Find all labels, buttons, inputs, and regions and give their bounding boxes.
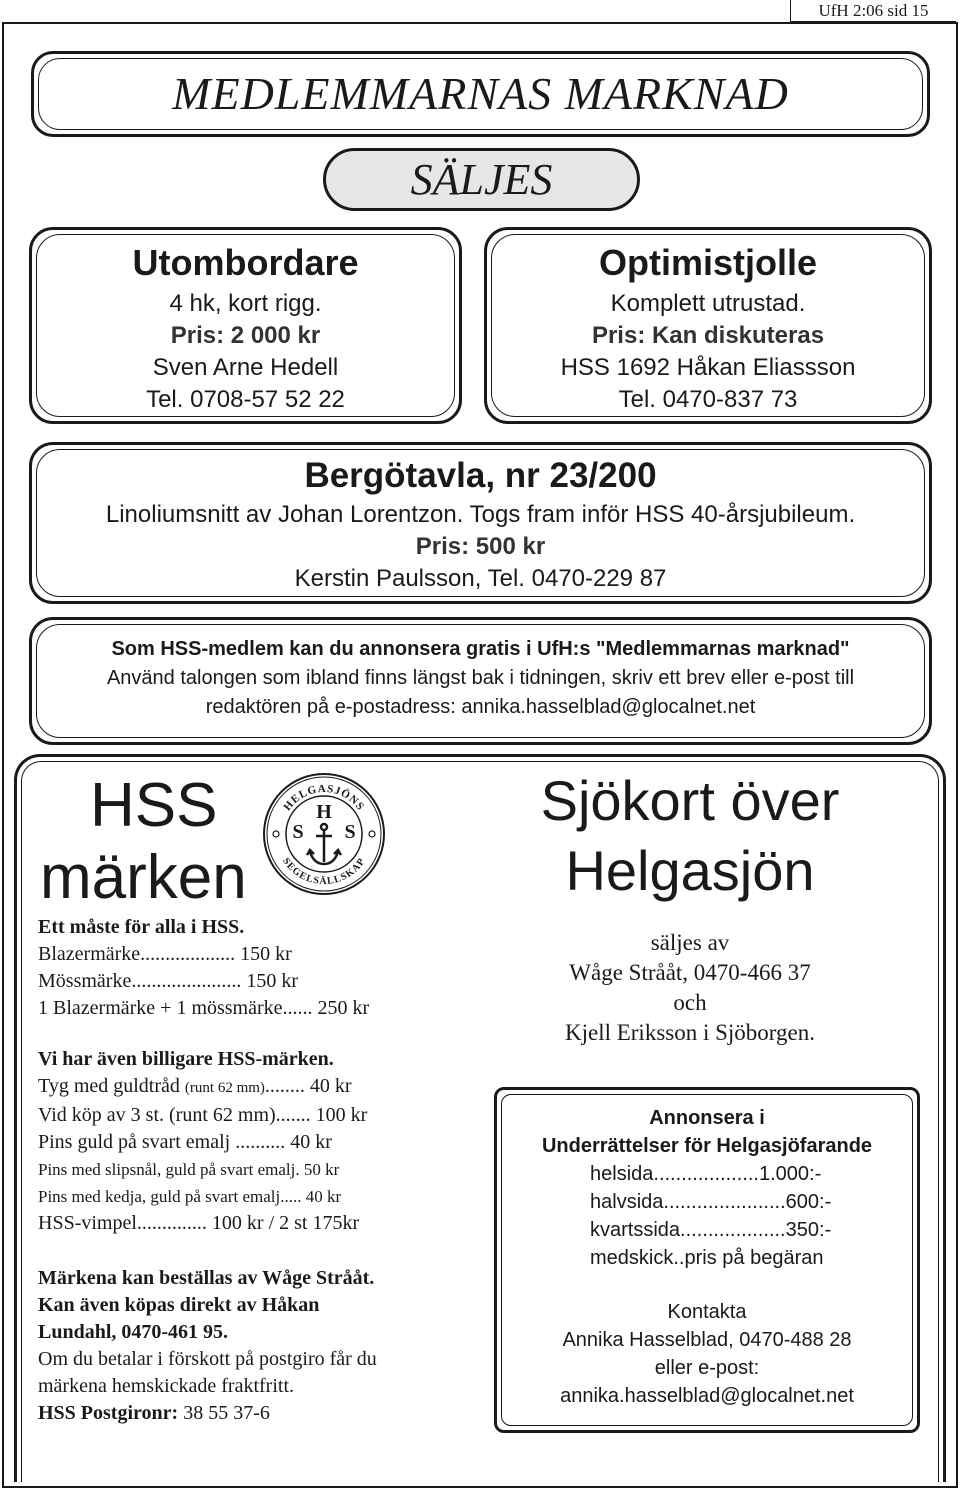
ad-print-price: Pris: 500 kr <box>415 533 546 560</box>
rate-price: 1.000:- <box>758 1163 822 1185</box>
contact-heading: Kontakta <box>667 1301 747 1323</box>
order-line-2: Kan även köpas direkt av Håkan <box>38 1294 320 1316</box>
leader-dots: ................... <box>653 1163 759 1185</box>
badge-item-price: 40 kr <box>301 1187 342 1206</box>
ad-optimist-heading: Optimistjolle <box>598 242 818 283</box>
anchor-icon <box>307 824 341 864</box>
ad-print-seller: Kerstin Paulsson, Tel. 0470-229 87 <box>294 565 667 592</box>
leader-dots: ................... <box>140 943 236 965</box>
ad-outboard-seller: Sven Arne Hedell <box>152 354 339 381</box>
badge-item-name: HSS-vimpel <box>38 1212 137 1234</box>
ad-print <box>29 442 932 604</box>
badge-item-price: 50 kr <box>299 1160 340 1179</box>
cheaper-badges-heading: Vi har även billigare HSS-märken. <box>38 1048 334 1070</box>
emblem-letter-h: H <box>316 801 332 823</box>
leader-dots: ........ <box>264 1075 305 1097</box>
advertise-box-content <box>500 1104 914 1410</box>
rate-row <box>590 1188 914 1216</box>
leader-dots: ...... <box>282 997 313 1019</box>
ad-optimist-price: Pris: Kan diskuteras <box>591 322 825 349</box>
contact-name: Annika Hasselblad, 0470-488 28 <box>562 1329 852 1351</box>
emblem-bottom-text: SEGELSÄLLSKAP <box>280 855 368 888</box>
advertise-rates <box>500 1160 914 1272</box>
badges-title-line1: HSS <box>90 771 218 840</box>
emblem-letter-s-right: S <box>344 821 356 843</box>
badge-price-row <box>38 1210 478 1237</box>
badge-item-price: 150 kr <box>241 970 298 992</box>
page-title: MEDLEMMARNAS MARKNAD <box>172 68 789 119</box>
badge-item-name: 1 Blazermärke + 1 mössmärke <box>38 997 283 1019</box>
badges-intro: Ett måste för alla i HSS. <box>38 916 245 938</box>
badge-item-name: Tyg med guldtråd <box>38 1075 185 1097</box>
rate-label: kvartssida <box>590 1219 681 1241</box>
ad-outboard-heading: Utombordare <box>132 242 359 283</box>
chart-ad-title-line2: Helgasjön <box>565 839 815 902</box>
rate-row <box>590 1160 914 1188</box>
emblem-letter-s-left: S <box>292 821 304 843</box>
badge-item-note: (runt 62 mm) <box>184 1080 265 1096</box>
rate-price: 350:- <box>785 1219 832 1241</box>
badge-price-row <box>38 1102 478 1129</box>
ad-print-description: Linoliumsnitt av Johan Lorentzon. Togs fram inför HSS 40-årsjubileum. <box>105 501 856 528</box>
badge-price-row <box>38 968 478 995</box>
ad-outboard-phone: Tel. 0708-57 52 22 <box>146 386 345 413</box>
ad-print-heading: Bergötavla, nr 23/200 <box>304 456 657 495</box>
chart-ad-line-4: Kjell Eriksson i Sjöborgen. <box>564 1020 815 1045</box>
emblem-top-text: HELGASJÖNS <box>281 782 367 814</box>
badge-item-price: 250 kr <box>312 997 370 1019</box>
ad-outboard-description: 4 hk, kort rigg. <box>169 290 322 317</box>
prepay-line-2: märkena hemskickade fraktfritt. <box>38 1375 294 1397</box>
prepay-line-1: Om du betalar i förskott på postgiro får du <box>38 1348 377 1370</box>
badge-item-name: Pins guld på svart emalj <box>38 1131 236 1153</box>
leader-dots: ................... <box>680 1219 786 1241</box>
chart-ad-details <box>480 928 900 1048</box>
ad-outboard-price: Pris: 2 000 kr <box>170 322 321 349</box>
badge-item-name: Mössmärke <box>38 970 132 992</box>
hss-emblem-icon <box>262 772 386 896</box>
advertise-heading-2: Underrättelser för Helgasjöfarande <box>541 1135 873 1157</box>
badge-item-name: Blazermärke <box>38 943 141 965</box>
rate-row <box>590 1216 914 1244</box>
rate-row <box>590 1244 914 1272</box>
badge-item-price: 40 kr <box>304 1075 352 1097</box>
ad-outboard <box>29 227 462 424</box>
rate-label: medskick <box>590 1247 674 1269</box>
cheaper-price-list <box>38 1073 478 1237</box>
badge-item-name: Vid köp av 3 st. (runt 62 mm) <box>38 1104 276 1126</box>
badges-title <box>40 770 270 914</box>
ad-optimist <box>484 227 932 424</box>
badge-item-name: Pins med slipsnål, guld på svart emalj <box>38 1160 296 1179</box>
leader-dots: .. <box>673 1247 685 1269</box>
chart-ad-title <box>480 766 900 906</box>
badge-price-list <box>38 941 478 1022</box>
badge-item-price: 100 kr <box>310 1104 368 1126</box>
leader-dots: ....... <box>275 1104 311 1126</box>
rate-price: 600:- <box>785 1191 832 1213</box>
section-title-saljes: SÄLJES <box>410 155 553 204</box>
order-line-1: Märkena kan beställas av Wåge Strååt. <box>38 1267 375 1289</box>
chart-ad-line-3: och <box>673 990 707 1015</box>
badge-item-name: Pins med kedja, guld på svart emalj <box>38 1187 281 1206</box>
rate-label: helsida <box>590 1163 654 1185</box>
badge-price-row <box>38 1183 478 1210</box>
rate-price: pris på begäran <box>684 1247 824 1269</box>
contact-email: annika.hasselblad@glocalnet.net <box>560 1385 854 1407</box>
badge-price-row <box>38 995 478 1022</box>
chart-ad-line-2: Wåge Strååt, 0470-466 37 <box>569 960 811 985</box>
leader-dots: ...................... <box>663 1191 786 1213</box>
leader-dots: ..... <box>280 1187 302 1206</box>
badge-price-row <box>38 1129 478 1156</box>
postgiro-label: HSS Postgironr: <box>38 1402 179 1424</box>
badge-price-row <box>38 1156 478 1183</box>
ad-optimist-phone: Tel. 0470-837 73 <box>618 386 798 413</box>
leader-dots: ...................... <box>131 970 242 992</box>
info-line-3: redaktören på e-postadress: annika.hasselblad@glocalnet.net <box>205 696 756 718</box>
leader-dots: . <box>295 1160 300 1179</box>
badges-title-line2: märken <box>40 843 247 912</box>
info-line-2: Använd talongen som ibland finns längst bak i tidningen, skriv ett brev eller e-post till <box>106 667 855 689</box>
ad-optimist-description: Komplett utrustad. <box>610 290 806 317</box>
contact-or: eller e-post: <box>654 1357 760 1379</box>
order-line-3: Lundahl, 0470-461 95. <box>38 1321 229 1343</box>
badge-item-price: 100 kr / 2 st 175kr <box>206 1212 360 1234</box>
leader-dots: .......... <box>235 1131 286 1153</box>
postgiro-line <box>38 1400 478 1427</box>
page-reference: UfH 2:06 sid 15 <box>790 0 956 22</box>
info-box <box>29 617 932 745</box>
ad-optimist-seller: HSS 1692 Håkan Eliassson <box>560 354 856 381</box>
rate-label: halvsida <box>590 1191 664 1213</box>
leader-dots: .............. <box>136 1212 207 1234</box>
badge-price-row <box>38 1073 478 1102</box>
badge-item-price: 150 kr <box>235 943 292 965</box>
advertise-heading-1: Annonsera i <box>649 1107 765 1129</box>
badges-content <box>38 914 478 1427</box>
chart-ad-line-1: säljes av <box>650 930 730 955</box>
postgiro-number: 38 55 37-6 <box>178 1402 270 1424</box>
badge-price-row <box>38 941 478 968</box>
badge-item-price: 40 kr <box>285 1131 332 1153</box>
info-bold-line: Som HSS-medlem kan du annonsera gratis i UfH:s "Medlemmarnas marknad" <box>111 638 850 660</box>
chart-ad-title-line1: Sjökort över <box>540 769 840 832</box>
